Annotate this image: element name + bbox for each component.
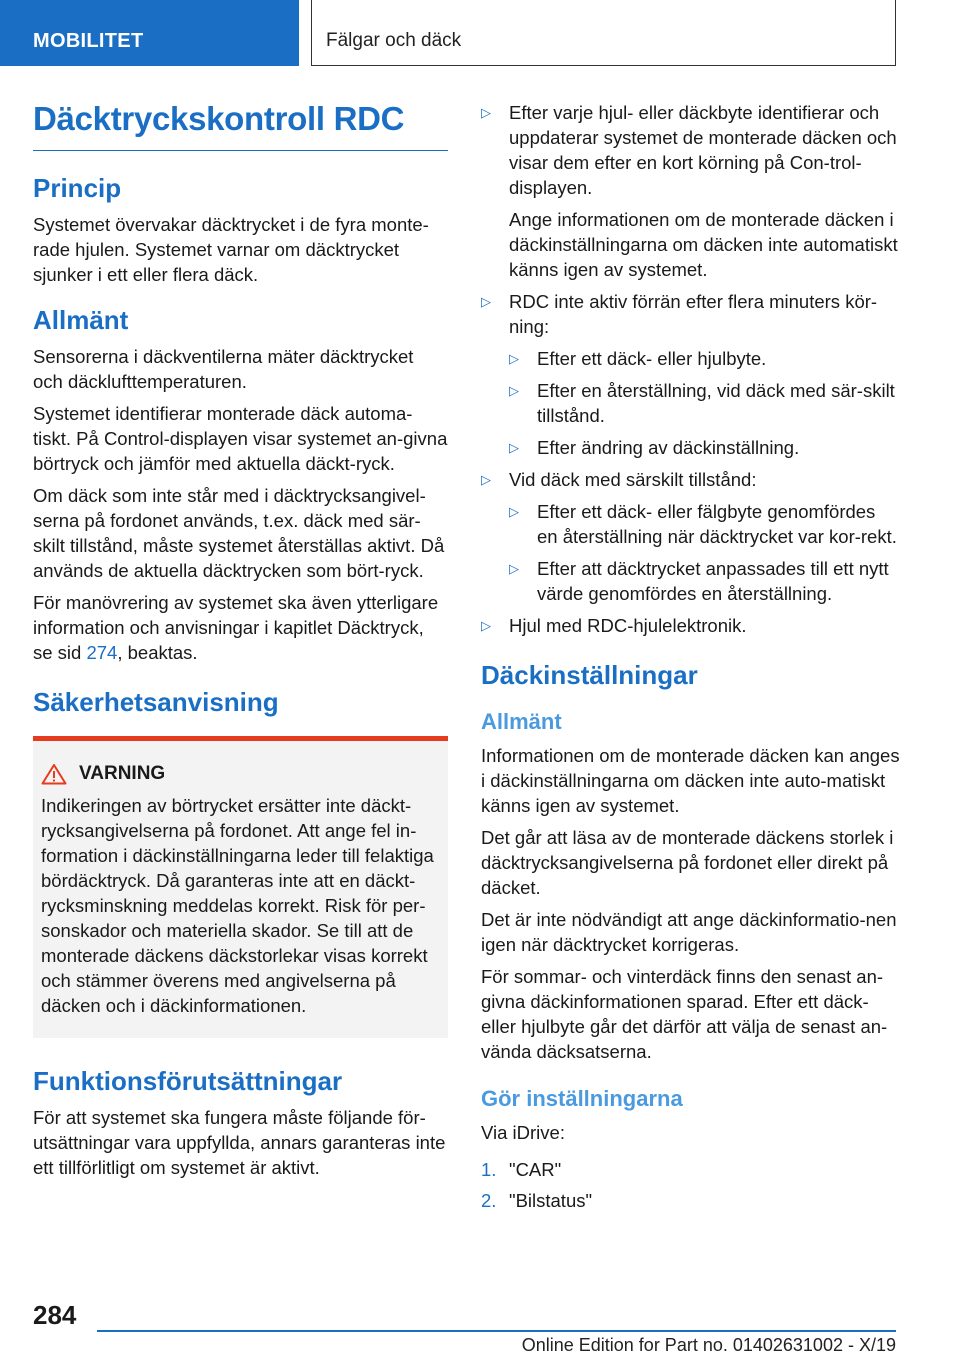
triangle-bullet-icon: ▷: [509, 440, 519, 455]
triangle-bullet-icon: ▷: [509, 383, 519, 398]
steps-list: [481, 1157, 901, 1213]
via-idrive-label: Via iDrive:: [481, 1122, 565, 1143]
funktion-heading: Funktionsförutsättningar: [33, 1066, 343, 1096]
list-item: ▷ RDC inte aktiv förrän efter flera minuters kör-ning: ▷ Efter ett däck- eller hjulbyte. ▷ Efter en återställning, vid däck med sär-skilt tillstånd. ▷ Efter ändring av däckinställning.: [481, 289, 901, 460]
list-item: ▷ Efter att däcktrycket anpassades till ett nytt värde genomfördes en återställning.: [509, 558, 889, 604]
funktion-text: För att systemet ska fungera måste följande för-utsättningar vara uppfyllda, annars garanteras inte ett tillförlitligt om systemet är aktivt.: [33, 1107, 446, 1178]
triangle-bullet-icon: ▷: [481, 294, 491, 309]
page-reference-link[interactable]: 274: [86, 642, 118, 663]
right-column: [481, 100, 901, 1219]
warning-text: Indikeringen av börtrycket ersätter inte däckt-rycksangivelserna på fordonet. Att ange fel in-formation i däckinställningarna leder till felaktiga bördäcktryck. Då garanteras inte att en däckt-rycksminskning meddelas korrekt. Risk för per-sonskador och materiella skador. Se till att de monterade däckens däckstorlekar visas korrekt och stämmer överens med angivelserna på däcken och i däckinformationen.: [41, 795, 434, 1016]
sakerhet-heading: Säkerhetsanvisning: [33, 687, 279, 717]
allmant-paragraph-1: Sensorerna i däckventilerna mäter däcktrycket och däcklufttemperaturen.: [33, 346, 414, 392]
footer-divider: [97, 1330, 896, 1332]
section-label: MOBILITET: [0, 0, 299, 66]
warning-box: [33, 736, 448, 1038]
list-item: ▷ Hjul med RDC-hjulelektronik.: [481, 615, 747, 636]
triangle-bullet-icon: ▷: [509, 351, 519, 366]
dackinst-heading: Däckinställningar: [481, 660, 698, 690]
triangle-bullet-icon: ▷: [481, 618, 491, 633]
allmant-heading: Allmänt: [33, 305, 129, 335]
page-title: Däcktryckskontroll RDC: [33, 100, 448, 151]
condition-list: [481, 100, 901, 638]
left-column: [33, 100, 448, 1187]
dackinst-paragraph-3: Det är inte nödvändigt att ange däckinformatio-nen igen när däcktrycket korrigeras.: [481, 909, 897, 955]
list-item: 1. "CAR": [481, 1159, 562, 1180]
list-item: ▷ Efter en återställning, vid däck med sär-skilt tillstånd.: [509, 380, 895, 426]
allmant-paragraph-4: För manövrering av systemet ska även ytterligare information och anvisningar i kapitlet Däcktryck, se sid 274, beaktas.: [33, 592, 439, 663]
allmant-paragraph-2: Systemet identifierar monterade däck automa-tiskt. På Control-displayen visar systemet an-givna börtryck och jämför med aktuella däckt-ryck.: [33, 403, 448, 474]
triangle-bullet-icon: ▷: [509, 504, 519, 519]
princip-heading: Princip: [33, 173, 122, 203]
triangle-bullet-icon: ▷: [481, 472, 491, 487]
page-number: 284: [33, 1300, 77, 1330]
dackinst-allmant-heading: Allmänt: [481, 709, 562, 734]
triangle-bullet-icon: ▷: [481, 105, 491, 120]
allmant-paragraph-3: Om däck som inte står med i däcktrycksangivel-serna på fordonet används, t.ex. däck med sär-skilt tillstånd, måste systemet återställas aktivt. Då används de aktuella däcktrycken som bört-ryck.: [33, 485, 445, 581]
gor-heading: Gör inställningarna: [481, 1086, 683, 1111]
triangle-bullet-icon: ▷: [509, 561, 519, 576]
chapter-label: Fälgar och däck: [311, 0, 896, 66]
list-item: 2. "Bilstatus": [481, 1190, 593, 1211]
edition-label: Online Edition for Part no. 01402631002 - X/19: [521, 1335, 896, 1355]
dackinst-paragraph-2: Det går att läsa av de monterade däckens storlek i däcktrycksangivelserna på fordonet eller direkt på däcket.: [481, 827, 894, 898]
list-item: ▷ Efter ett däck- eller fälgbyte genomfördes en återställning när däcktrycket var kor-rekt.: [509, 501, 897, 547]
list-item: ▷ Vid däck med särskilt tillstånd: ▷ Efter ett däck- eller fälgbyte genomfördes en återställning när däcktrycket var kor-rekt. ▷ Efter att däcktrycket anpassades till ett nytt värde genomfördes en återställning.: [481, 467, 901, 606]
list-item: ▷ Efter varje hjul- eller däckbyte identifierar och uppdaterar systemet de monterade däcken och visar dem efter en kort körning på Con-trol-displayen. Ange informationen om de monterade däcken i däckinställningarna om däcken inte automatiskt känns igen av systemet.: [481, 102, 898, 280]
dackinst-paragraph-1: Informationen om de monterade däcken kan anges i däckinställningarna om däcken inte auto-matiskt känns igen av systemet.: [481, 745, 900, 816]
list-item: ▷ Efter ändring av däckinställning.: [509, 437, 800, 458]
warning-triangle-icon: [41, 763, 67, 785]
dackinst-paragraph-4: För sommar- och vinterdäck finns den senast an-givna däckinformationen sparad. Efter ett däck-eller hjulbyte går det därför att välja de senast an-vända däcksatserna.: [481, 966, 888, 1062]
princip-text: Systemet övervakar däcktrycket i de fyra monte-rade hjulen. Systemet varnar om däcktrycket sjunker i ett eller flera däck.: [33, 214, 429, 285]
page-header: [0, 0, 960, 66]
list-item: ▷ Efter ett däck- eller hjulbyte.: [509, 348, 767, 369]
warning-label: VARNING: [79, 763, 166, 784]
